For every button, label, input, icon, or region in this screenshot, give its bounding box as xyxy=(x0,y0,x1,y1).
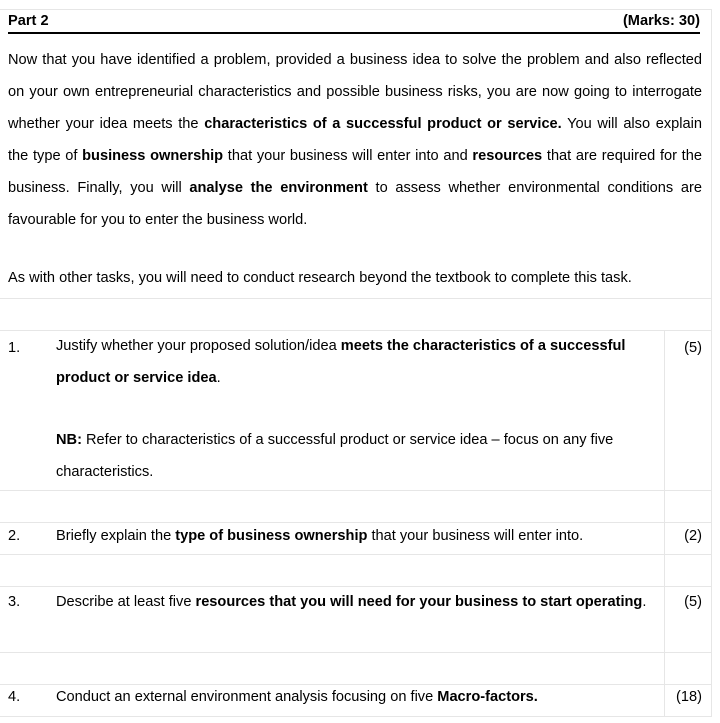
question-text-part: Justify whether your proposed solution/idea xyxy=(56,338,341,354)
question-number: 3. xyxy=(8,594,21,610)
question-marks: (5) xyxy=(684,594,702,610)
question-number: 2. xyxy=(8,528,21,544)
intro-text: Now that you have identified a problem, provided a business idea to solve the problem and also reflected on your own entrepreneurial characteristics and possible business risks, you are now going to interrogate whether your idea meets the xyxy=(8,52,702,132)
grid-line xyxy=(0,554,712,555)
grid-line xyxy=(0,716,712,717)
intro-text: to assess whether environmental conditions are favourable for you to enter the business world. xyxy=(8,180,702,228)
intro-paragraph xyxy=(8,44,702,236)
section-header xyxy=(8,13,700,33)
question-number: 4. xyxy=(8,689,21,705)
intro-text: You will also explain the type of xyxy=(8,116,702,164)
intro-emphasis: resources xyxy=(472,148,543,164)
question-number: 1. xyxy=(8,340,21,356)
question-marks: (5) xyxy=(684,340,702,356)
question-emphasis: meets the characteristics of a successful product or service idea xyxy=(56,338,626,386)
nb-label: NB: xyxy=(56,432,82,448)
header-underline xyxy=(8,32,700,34)
intro-emphasis: characteristics of a successful product or service. xyxy=(204,116,562,132)
nb-text: Refer to characteristics of a successful product or service idea – focus on any five characteristics. xyxy=(56,432,614,480)
part-title: Part 2 xyxy=(8,13,49,29)
grid-line xyxy=(0,490,712,491)
grid-line xyxy=(711,9,712,717)
intro-text: that your business will enter into and xyxy=(223,148,473,164)
question-text-part: Conduct an external environment analysis focusing on five xyxy=(56,689,438,705)
research-note: As with other tasks, you will need to conduct research beyond the textbook to complete this task. xyxy=(8,270,632,286)
question-marks: (2) xyxy=(684,528,702,544)
intro-emphasis: business ownership xyxy=(82,148,224,164)
question-text-part: that your business will enter into. xyxy=(367,528,584,544)
intro-text: that are required for the business. Finally, you will xyxy=(8,148,702,196)
question-text xyxy=(56,681,658,713)
question-emphasis: type of business ownership xyxy=(175,528,368,544)
grid-line xyxy=(0,9,712,10)
intro-emphasis: analyse the environment xyxy=(189,180,368,196)
question-emphasis: Macro-factors. xyxy=(437,689,538,705)
total-marks: (Marks: 30) xyxy=(622,13,700,29)
question-text xyxy=(56,330,658,394)
question-nb xyxy=(56,424,658,488)
question-text-part: Briefly explain the xyxy=(56,528,176,544)
question-text-part: Describe at least five xyxy=(56,594,196,610)
question-emphasis: resources that you will need for your business to start operating xyxy=(195,594,643,610)
question-text xyxy=(56,520,658,552)
grid-line xyxy=(0,298,712,299)
grid-line xyxy=(664,330,665,716)
grid-line xyxy=(0,652,712,653)
question-text-part: . xyxy=(642,594,647,610)
question-text xyxy=(56,586,658,618)
question-text-part: . xyxy=(216,370,221,386)
question-marks: (18) xyxy=(676,689,702,705)
